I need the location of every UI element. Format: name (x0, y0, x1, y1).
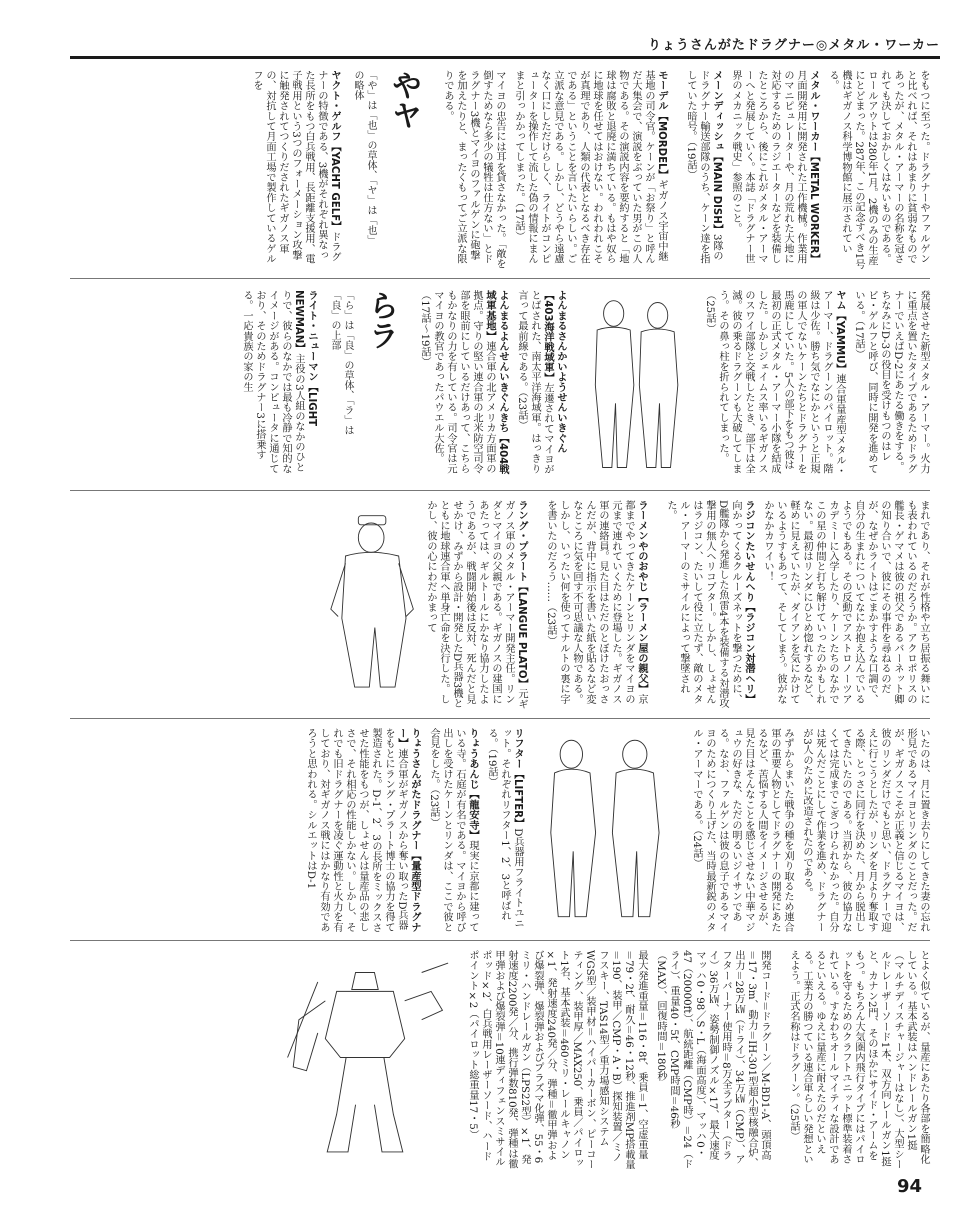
entry-text: とよく似ているが、量産にあたり各部を簡略化している。基本武装はハンドレールガン1挺（マルチディスチャージャーはなし）、大型シールドレーザーソード1本、双方向レールガン1挺と、カナン2門、そのほかにサイド・アームをもつ。もちろん大気圏内飛行タイプにはパイロットを守るためのクラフトユニット標準装着されている。すなわちオールマイティな設計であるといえる。ゆえに量産に耐えたのだといえる。工業力の勝つている連合軍らしい発想といえよう。正式名称はドラグーン。（25話） (788, 950, 929, 1170)
column-4-2 (298, 728, 524, 933)
entry-text: みずからまいた戦争の種を刈り取るため連合軍の重要人物としてドラグナーの開発にあたるなど、苦悩する人間をイメージさせるが、見た目はそんなことを感じさせない中華マジュウの好きな、ただの明るいジイサンである。なお、ファルゲンは彼の息子であるマイヨのためにつくり上げた、当時最新鋭のメタル・アーマーである。（24話） (691, 728, 793, 932)
entry-text: 連合軍の北アメリカ方面軍の拠点。守りの堅い連合軍の北米防空司令部を眼前にしているだけあって、こちらもかなりの力を有している。司令官は元マイヨの教官であったパウエル大佐。（17話〜19話） (419, 290, 495, 474)
entry-text: 左遷されてマイヨがとばされた、南太平洋海域軍。はっきり言って最前線である。（23話） (516, 290, 553, 475)
kana-heading: らラ (363, 290, 398, 350)
entry-text: 連合軍がギガノスから奪い取ったD兵器をもとにラング・プラート博士の協力を得て製造された。D-1、2、3の長所をミックスさせた性能をもつが、しょせんは量産品の悲しさで、それ相応の性能しかない。しかし、それでも旧ドラグナーを凌ぐ運動性と火力を有しており、対ギガノス戦にはかなり有効であろうと思われる。シルエットはD-1 (305, 728, 407, 933)
entry-term: ヤム【YAMMU】 (834, 290, 845, 374)
entry-text: 連合軍量産型メタル・アーマー、ドラグーンのパイロット。階級は少佐。勝ち気でなにかというと正規の軍人でないケーンたちとドラグナーを馬鹿にしていた。5人の部下をもつ彼は最初の正式メタル・アーマー小隊を結成した。しかしジェイムス率いるギガノスのスワイ部隊と交戦したとき、部下は全滅。彼の乗るドラグーンも大破してしまう。その鼻っ柱を折られてしまった。（25話） (704, 290, 845, 476)
kana-note: 「や」は「也」の草体、「ヤ」は「也」の略体 (352, 70, 376, 240)
figure-langue-plato-fullbody-illustration (534, 728, 674, 928)
entry-term: よんまるよんせんいきぐんきち【404戦域軍基地】 (484, 290, 508, 475)
entry-term: メーンディッシュ【MAIN DISH】 (711, 70, 722, 234)
column-3-2 (538, 500, 648, 710)
entry-text: 月面開発用に開発された工作機械。作業用のマニピュレーターや、月の荒れた大地に対応するためのラジエーターなどを装備したところから、後にこれがメタル・アーマーへと発展していく。本誌「ドラグナー世界のメカニック戦史」参照のこと。 (730, 70, 806, 264)
column-2-3 (241, 290, 318, 480)
entry-text: ギガノス宇宙中継基地の司令官。ケーンが「お祭り」と呼んだ大集会で、演説をぶっていた男がこの人物である。その演説内容を要約すると「地球は腐敗と退廃に満ちている。もはや奴らに地球を任せてはおけない。われわれこそが真理であり、人類の代表となるべき存在である」ということを言いたいらしい。ご立派な意見である。しかし、どうやら遠慮なく口にしただけらしく、ライトがコンピューターを操作して流した偽の情報にまんまと引っかかってしまった。（17話） (513, 70, 667, 264)
column-4-1 (684, 728, 930, 933)
entry-text: をもつに至った。ドラグナーやファルゲンと比べれば、それはあまりに貧弱なものであったが、メタル・アーマーの名称を冠されても決しておかしくはないものである。ロールアウトは280年1月。2機のみの生産にとどまった。287年、この記念すべき1号機はギガノス科学博物館に展示されている。 (827, 70, 929, 270)
divider-4 (70, 940, 930, 941)
entry-term: ラーメンやのおやじ【ラーメン屋の親父】 (636, 500, 647, 694)
entry-term: モーデル【MORDEL】 (656, 70, 667, 180)
kana-section-ra (328, 290, 402, 480)
entry-text: マイヨの忠告には耳を貸さなかった。「敵を倒すためなら多少の犠牲は仕方ない」とドラグナー3機とマイヨのファルゲンに砲撃を加えたりと、まったくもってご立派な限りである。 (442, 70, 505, 269)
entry-text: D兵器用フライトユニット。それぞれリフター1、2、3と呼ばれる。（19話） (486, 728, 523, 929)
entry-text: 元ギガノス軍のメタル・アーマー開発主任。リンダとマイヨの父親である。ギガノスの建国にあたっては、ギルトールにかなり協力したようであるが、戦闘開始後は反対、死んだと見せかけ、みずから設計・開発したD兵器3機とともに地球連合軍へ単身亡命を決行した。しかし、彼の心にわだかまって (425, 500, 527, 710)
column-3-3 (425, 500, 528, 710)
kana-heading: やヤ (386, 70, 421, 130)
column-1-3 (251, 70, 341, 270)
column-2-2 (412, 290, 567, 480)
figure-yammu-illustration (577, 290, 687, 480)
divider-3 (70, 718, 930, 719)
row-5 (70, 950, 930, 1170)
page-number: 94 (896, 1176, 922, 1197)
entry-term: ライト・ニューマン【LIGHT NEWMAN】 (293, 290, 317, 427)
entry-term: メタル・ワーカー【METAL WORKER】 (808, 70, 819, 264)
page-header (70, 30, 940, 59)
header-title: りょうさんがたドラグナー◎メタル・ワーカー (647, 38, 940, 53)
column-5-1 (781, 950, 930, 1170)
entry-text: まれであり、それが性格や立ち居振る舞いにも表われているのだろうか。アクロポリスの艦長・ゲマメは彼の祖父であるバーネット卿の知り合いで、彼にその事件を尋ねるのだが、なぜかライトはごまかすような口調で、自分の生まれについてなにか抱え込んでいるようでもある。その反動でアストロノーツアカデミーに入学したり、ケーンたちのなかでこの星の仲間と打ち解けていったのかもしれない。最初はリンダにひとめ惚れするなど、軽めに見えていたが、ダイアンを気にかけているようすもあって、そしてしまう。彼がなかなかカワイい！ (762, 500, 929, 704)
column-1-1 (678, 70, 930, 270)
row-3 (70, 500, 930, 710)
entry-text: 京都までやってきたケーンとリンダをマイヨの元まで連れていくために登場した。ギガノス軍の連絡員。見た目はただのとぼけたおっさんだが、背中に指示を書いた紙を貼るなど変なところに気を回す不可思議な人物である。しかし、いったい何を使ってナルトの裏に字を書いたのだろう……（23話） (545, 500, 647, 705)
entry-term: よんまるさんかいようせんいきぐん【403海洋戦域軍】 (542, 290, 566, 454)
entry-text: いたのは、月に置き去りにしてきた妻の忘れ形見であるマイヨとリンダのことだった。だが、ギガノスこそが正義と信じるマイヨは、彼のリンダだけでもと思い、ドラグナーで迎えに行こうとしたが、リンダを月より奪取する際、とっさに同行を決めた、月から脱出してきたいたのである。当初から、彼の協力なくては完成までこぎつけられなかった。自分は死んだことにして作業を進め、ドラグナーが3人のために改造されたのである。 (801, 728, 929, 932)
entry-text: 開発コード＝ドラグーン／M-BD1-A、頭頂高＝17・3m、動力＝IH-301型超小型核融合炉、出力＝28万㎾（ドライ）、34万㎾（CMP）、アフターバーナー使用時＝8万全ラプター（ドライ）36万㎾、姿勢制御ノズル×17、最大速度マッハ0・98／S・L（海面高度）、マッハ0・47（20000ft）、航続距離（CMP時）＝24（ドライ）、重量40・5t、CMP時間＝46秒（MAX）、回復時間＝180秒 (655, 950, 770, 1169)
kana-section-ya (351, 70, 425, 270)
row-1 (70, 70, 930, 270)
figure-langue-plato-illustration (318, 500, 428, 700)
entry-text: 最大発進重量＝116・8t、乗員＝1、空虚重量＝79・2t、耐久＝46・12秒、推進剤MP搭載量＝190、装甲／CMP・A・B）探知装置／ミノフスキー、TAS14型／重力場感知システムWGS型／装甲材＝ハイパーカーボン、ピーコーティング、装甲厚／MAX250、乗員／パイロット1名、基本武装＝460ミリ・レールキャノン×1、発射速度240発／分、弾種＝徹甲弾および爆裂弾、爆裂弾およびプラズマ化弾、55・6ミリ・ハンドレールガン（LPS22型）×1、発射速度2200発／分、携行弾数810発、弾種は徹甲弾および爆裂弾＝10連ディフェンスミサイルポッド×2、白兵戦用レーザーソード、ハードポイント×2（パイロット総重量17・5） (467, 950, 647, 1170)
figure-mass-production-dragoon-illustration (280, 950, 450, 1165)
entry-term: ヤクト・ゲルフ【YACHT GELF】 (329, 70, 340, 232)
column-2-1 (697, 290, 930, 480)
kana-note: 「ら」は「良」の草体、「ラ」は「良」の上部 (329, 290, 353, 435)
entry-text: 3隊のドラグナー輸送部隊のうち、ケーン達を指していた暗号。（19話） (685, 70, 722, 264)
row-2 (70, 290, 930, 480)
column-3-1 (658, 500, 930, 710)
entry-text: ドラグナーの特徴である、3機がそれぞれ異なった長所をもつ白兵戦用、長距離支援用、電子戦用という3つのフォーメーション攻撃に触発されてつくりだされたギガノス軍の、対抗して月面工場で製作しているゲルフを (251, 70, 340, 264)
entry-term: りょうさんがたドラグナー【量産型ドラグナー】 (396, 728, 420, 932)
entry-text: 向かってくるクルーズネットを撃つために、D艦隊から発進した魚雷4本を装備する対潜攻撃用の無人ヘリコプター。しかし、しょせんはラジコン、たいして役に立たず、敵のメタル・アーマーのミサイルによって撃墜された。 (665, 500, 741, 709)
divider-1 (70, 278, 930, 279)
entry-term: ラジコンたいせんへり【ラジコン対潜ヘリ】 (743, 500, 754, 704)
entry-term: リフター【LIFTER】 (512, 728, 523, 829)
row-4 (70, 728, 930, 933)
divider-2 (70, 490, 930, 491)
column-5-2 (460, 950, 771, 1170)
entry-term: りょうあんじ【龍安寺】 (467, 728, 478, 841)
entry-text: 主役の3人組のなかのひとりで、彼らのなかでは最も冷静で知的なイメージがある。コンピュータに通じており、そのためドラグナー3に搭乗する。一応貴族の家の生 (241, 290, 304, 474)
entry-text: 現実に京都に建っている寺。石庭が有名である。マイヨから呼び出しを受けたケーンとリンダは、ここで彼と会見をした。（23話） (428, 728, 478, 933)
entry-text: 発展させた新型メタル・アーマー。火力に重点を置いたタイプであるためドラグナーでいえばD-2にあたる働きをする。ちなみにD-3の役目を受けもつのはレビ・ゲルフと呼び、同時に開発を進めている。（17話） (853, 290, 929, 474)
column-1-2 (435, 70, 668, 270)
entry-term: ラング・プラート【LANGUE PLATO】 (516, 500, 527, 689)
